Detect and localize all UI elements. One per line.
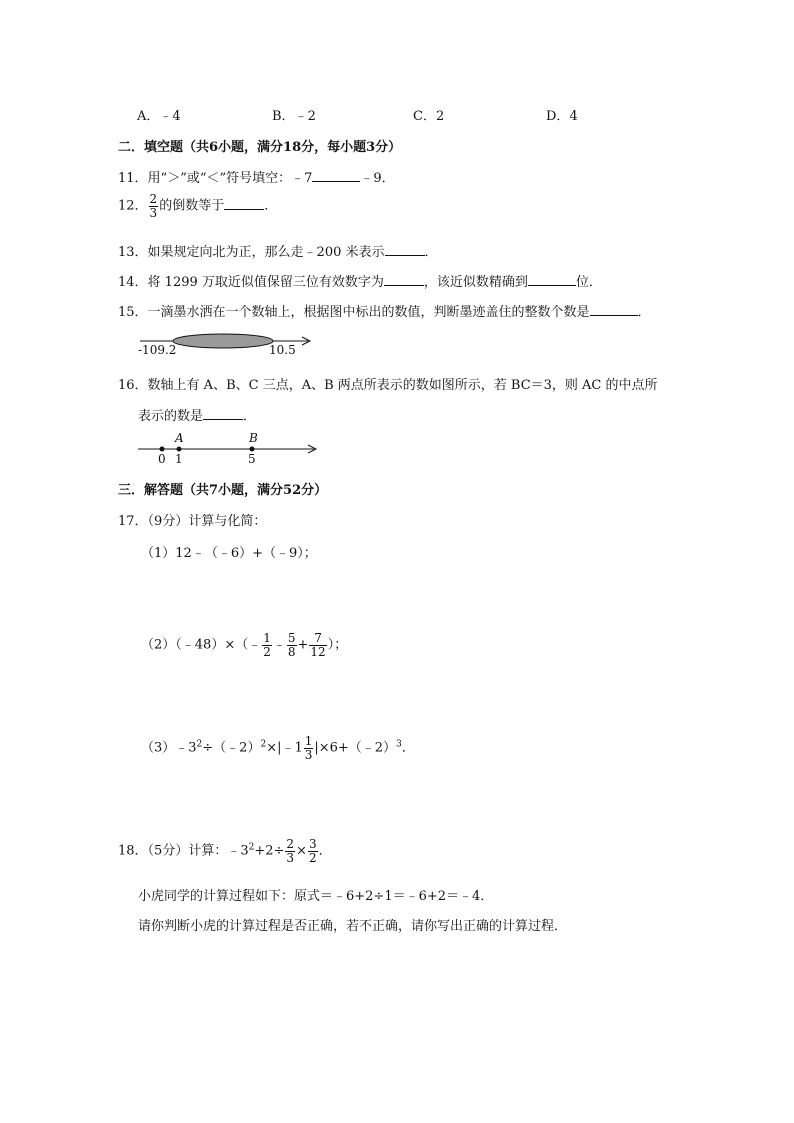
q11-after: ﹣9． xyxy=(360,171,395,186)
question-17-title: 17．（9分）计算与化简： xyxy=(118,514,267,529)
point-zero xyxy=(160,447,165,452)
choice-b: B．﹣2 xyxy=(272,109,316,124)
point-a xyxy=(177,447,182,452)
choice-d: D．4 xyxy=(546,109,578,124)
question-12: 12． $\frac{2}{3}$ 的倒数等于 ． xyxy=(118,192,278,220)
q11-text: 11．用“＞”或“＜”符号填空：﹣7 xyxy=(118,171,313,186)
answer-blank[interactable] xyxy=(203,407,243,420)
tick-label-5: 5 xyxy=(248,452,256,466)
ink-blot xyxy=(173,334,273,348)
question-16-line1: 16．数轴上有 A、B、C 三点，A、B 两点所表示的数如图所示，若 BC＝3，则 AC 的中点所 xyxy=(118,378,658,393)
answer-blank[interactable] xyxy=(528,273,576,286)
question-15: 15．一滴墨水洒在一个数轴上，根据图中标出的数值，判断墨迹盖住的整数个数是 ． xyxy=(118,305,651,320)
tick-label-0: 0 xyxy=(158,452,166,466)
label-a: A xyxy=(175,431,184,445)
label-b: B xyxy=(249,431,258,445)
question-17-part3: $(3)﹣3^2\div(﹣2)^2\times|﹣1$ $\frac{1}{3}$ |×6+（﹣2）$^3$． xyxy=(141,734,415,762)
q12-number: 12． xyxy=(118,198,148,214)
q13-text: 13．如果规定向北为正，那么走﹣200 米表示 xyxy=(118,245,385,260)
q14-text: 14．将 1299 万取近似值保留三位有效数字为 xyxy=(118,275,384,290)
q12-text: 的倒数等于 xyxy=(159,198,225,214)
label-right-value: 10.5 xyxy=(269,343,296,357)
answer-blank[interactable] xyxy=(385,243,425,256)
question-17-part1: （1）12﹣（﹣6）+（﹣9）； xyxy=(141,546,317,561)
question-13: 13．如果规定向北为正，那么走﹣200 米表示 ． xyxy=(118,245,438,260)
answer-blank[interactable] xyxy=(384,273,424,286)
section2-header: 二．填空题（共6小题，满分18分，每小题3分） xyxy=(118,140,402,155)
question-18-line2: 小虎同学的计算过程如下：原式＝﹣6+2÷1＝﹣6+2＝﹣4． xyxy=(138,889,494,904)
point-b xyxy=(250,447,255,452)
choice-a: A．﹣4 xyxy=(137,109,181,124)
q15-text: 15．一滴墨水洒在一个数轴上，根据图中标出的数值，判断墨迹盖住的整数个数是 xyxy=(118,305,590,320)
answer-blank[interactable] xyxy=(312,169,360,182)
question-18-line3: 请你判断小虎的计算过程是否正确，若不正确，请你写出正确的计算过程． xyxy=(138,919,568,934)
choice-c: C．2 xyxy=(413,109,445,124)
label-left-value: -109.2 xyxy=(138,343,177,357)
question-11 xyxy=(118,167,395,186)
question-16-line2: 表示的数是 ． xyxy=(138,409,257,424)
question-14: 14．将 1299 万取近似值保留三位有效数字为 ，该近似数精确到 位． xyxy=(118,275,602,290)
fraction: $\frac{2}{3}$ xyxy=(149,192,158,220)
answer-blank[interactable] xyxy=(590,303,638,316)
question-18-title: 18．（5分）计算：$﹣3^2+2\div$ $\frac{2}{3}$ × $\frac{3}{2}$ ． xyxy=(118,837,332,865)
tick-label-1: 1 xyxy=(175,452,183,466)
section3-header: 三．解答题（共7小题，满分52分） xyxy=(118,483,328,498)
question-17-part2: （2）（﹣48）×（﹣ $\frac{1}{2}$ ﹣ $\frac{5}{8}$ + $\frac{7}{12}$ ）； xyxy=(141,631,348,659)
answer-blank[interactable] xyxy=(224,197,264,210)
